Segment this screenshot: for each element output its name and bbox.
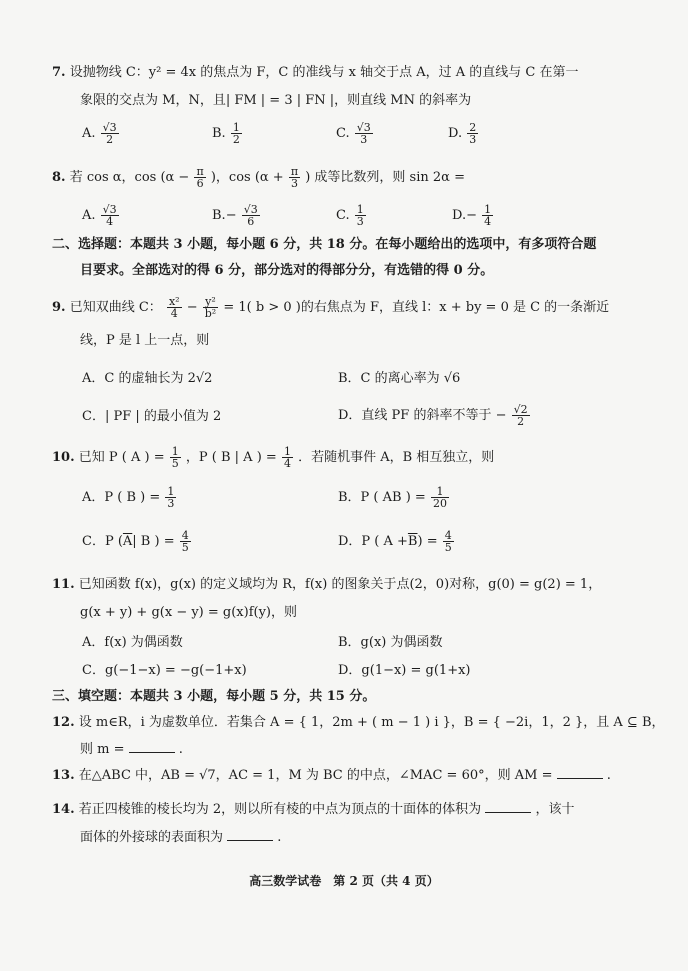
page-footer: 高三数学试卷 第 2 页（共 4 页） bbox=[249, 874, 439, 888]
q9-option-a: A．C 的虚轴长为 2√2 bbox=[82, 371, 213, 386]
q8-option-a: A. $\frac{√3}{4}$ bbox=[82, 203, 117, 228]
q11-option-a: A．f(x) 为偶函数 bbox=[82, 635, 183, 650]
q9-option-d: D．直线 PF 的斜率不等于 − $\frac{√2}{2}$ bbox=[338, 403, 528, 428]
question-8-line-1: 8. 若 cos α，cos (α − $\frac{\pi}{6}$ )，cos (α + $\frac{\pi}{3}$ ) 成等比数列，则 sin 2α = bbox=[52, 165, 465, 190]
fraction: $\frac{√3}{3}$ bbox=[356, 121, 371, 146]
fraction: $\frac{√3}{2}$ bbox=[102, 121, 117, 146]
q11-option-d: D．g(1−x) = g(1+x) bbox=[338, 663, 471, 678]
question-11-line-1: 11. 已知函数 f(x)，g(x) 的定义域均为 R，f(x) 的图象关于点(2，0)对称，g(0) = g(2) = 1， bbox=[52, 577, 602, 592]
q8-option-b: B.− $\frac{√3}{6}$ bbox=[212, 203, 258, 228]
answer-blank[interactable] bbox=[227, 828, 273, 841]
answer-blank[interactable] bbox=[557, 766, 603, 779]
question-7-line-1 bbox=[52, 64, 578, 82]
answer-blank[interactable] bbox=[485, 800, 531, 813]
section-3-heading: 三、填空题：本题共 3 小题，每小题 5 分，共 15 分。 bbox=[52, 689, 376, 704]
fraction: $\frac{2}{3}$ bbox=[469, 121, 477, 146]
question-number: 7. bbox=[52, 65, 66, 80]
q7-option-b: B. $\frac{1}{2}$ bbox=[212, 121, 240, 146]
q7-option-a: A. $\frac{√3}{2}$ bbox=[82, 121, 117, 146]
q11-option-c: C．g(−1−x) = −g(−1+x) bbox=[82, 663, 247, 678]
fraction: $\frac{\pi}{6}$ bbox=[196, 165, 204, 190]
question-9-line-2: 线，P 是 l 上一点，则 bbox=[80, 333, 210, 348]
question-text: 设抛物线 C：y² = 4x 的焦点为 F，C 的准线与 x 轴交于点 A，过 A 的直线与 C 在第一 bbox=[69, 65, 579, 80]
q10-option-b: B．P ( AB ) = $\frac{1}{20}$ bbox=[338, 485, 447, 510]
q7-option-c: C. $\frac{√3}{3}$ bbox=[336, 121, 371, 146]
question-14-line-2: 面体的外接球的表面积为 . bbox=[80, 830, 282, 845]
question-14-line-1: 14. 若正四棱锥的棱长均为 2，则以所有棱的中点为顶点的十面体的体积为 ，该十 bbox=[52, 802, 575, 817]
q10-option-a: A．P ( B ) = $\frac{1}{3}$ bbox=[82, 485, 175, 510]
fraction: $\frac{\pi}{3}$ bbox=[290, 165, 299, 190]
question-13: 13. 在△ABC 中，AB = √7，AC = 1，M 为 BC 的中点，∠MAC = 60°，则 AM = . bbox=[52, 768, 611, 783]
question-12-line-2: 则 m = . bbox=[80, 742, 183, 757]
q11-option-b: B．g(x) 为偶函数 bbox=[338, 635, 443, 650]
q10-option-d: D．P ( $A +\overline{B}$) = $\frac{4}{5}$ bbox=[338, 529, 452, 554]
q10-option-c: C．P ($\overline{A}|$ B ) = $\frac{4}{5}$ bbox=[82, 529, 189, 554]
section-2-heading: 二、选择题：本题共 3 小题，每小题 6 分，共 18 分。在每小题给出的选项中，有多项符合题 bbox=[52, 237, 597, 252]
q9-option-c: C．| PF | 的最小值为 2 bbox=[82, 409, 222, 424]
question-11-line-2: g(x + y) + g(x − y) = g(x)f(y)，则 bbox=[80, 605, 298, 620]
q7-option-d: D. $\frac{2}{3}$ bbox=[448, 121, 477, 146]
q9-option-b: B．C 的离心率为 √6 bbox=[338, 371, 461, 386]
question-10-line-1: 10. 已知 P ( A ) = $\frac{1}{5}$ ，P ( B | A ) = $\frac{1}{4}$ ．若随机事件 A，B 相互独立，则 bbox=[52, 445, 495, 470]
section-2-heading-cont: 目要求。全部选对的得 6 分，部分选对的得部分分，有选错的得 0 分。 bbox=[80, 263, 494, 278]
question-9-line-1: 9. 已知双曲线 C： $\frac{\text{x²}}{4}$ − $\frac{\text{y²}}{\text{b²}}$ = 1( b > 0 )的右焦点为 F，直线 l：x + by = 0 是 C 的一条渐近 bbox=[52, 295, 610, 320]
q8-option-c: C. $\frac{1}{3}$ bbox=[336, 203, 364, 228]
question-7-line-2: 象限的交点为 M，N，且| FM | = 3 | FN |，则直线 MN 的斜率为 bbox=[80, 93, 472, 108]
q8-option-d: D.− $\frac{1}{4}$ bbox=[452, 203, 492, 228]
fraction: $\frac{1}{2}$ bbox=[232, 121, 240, 146]
question-12-line-1: 12. 设 m∈R，i 为虚数单位．若集合 A = { 1，2m + ( m − 1 ) i }，B = { −2i，1，2 }，且 A ⊆ B， bbox=[52, 715, 665, 730]
answer-blank[interactable] bbox=[129, 740, 175, 753]
